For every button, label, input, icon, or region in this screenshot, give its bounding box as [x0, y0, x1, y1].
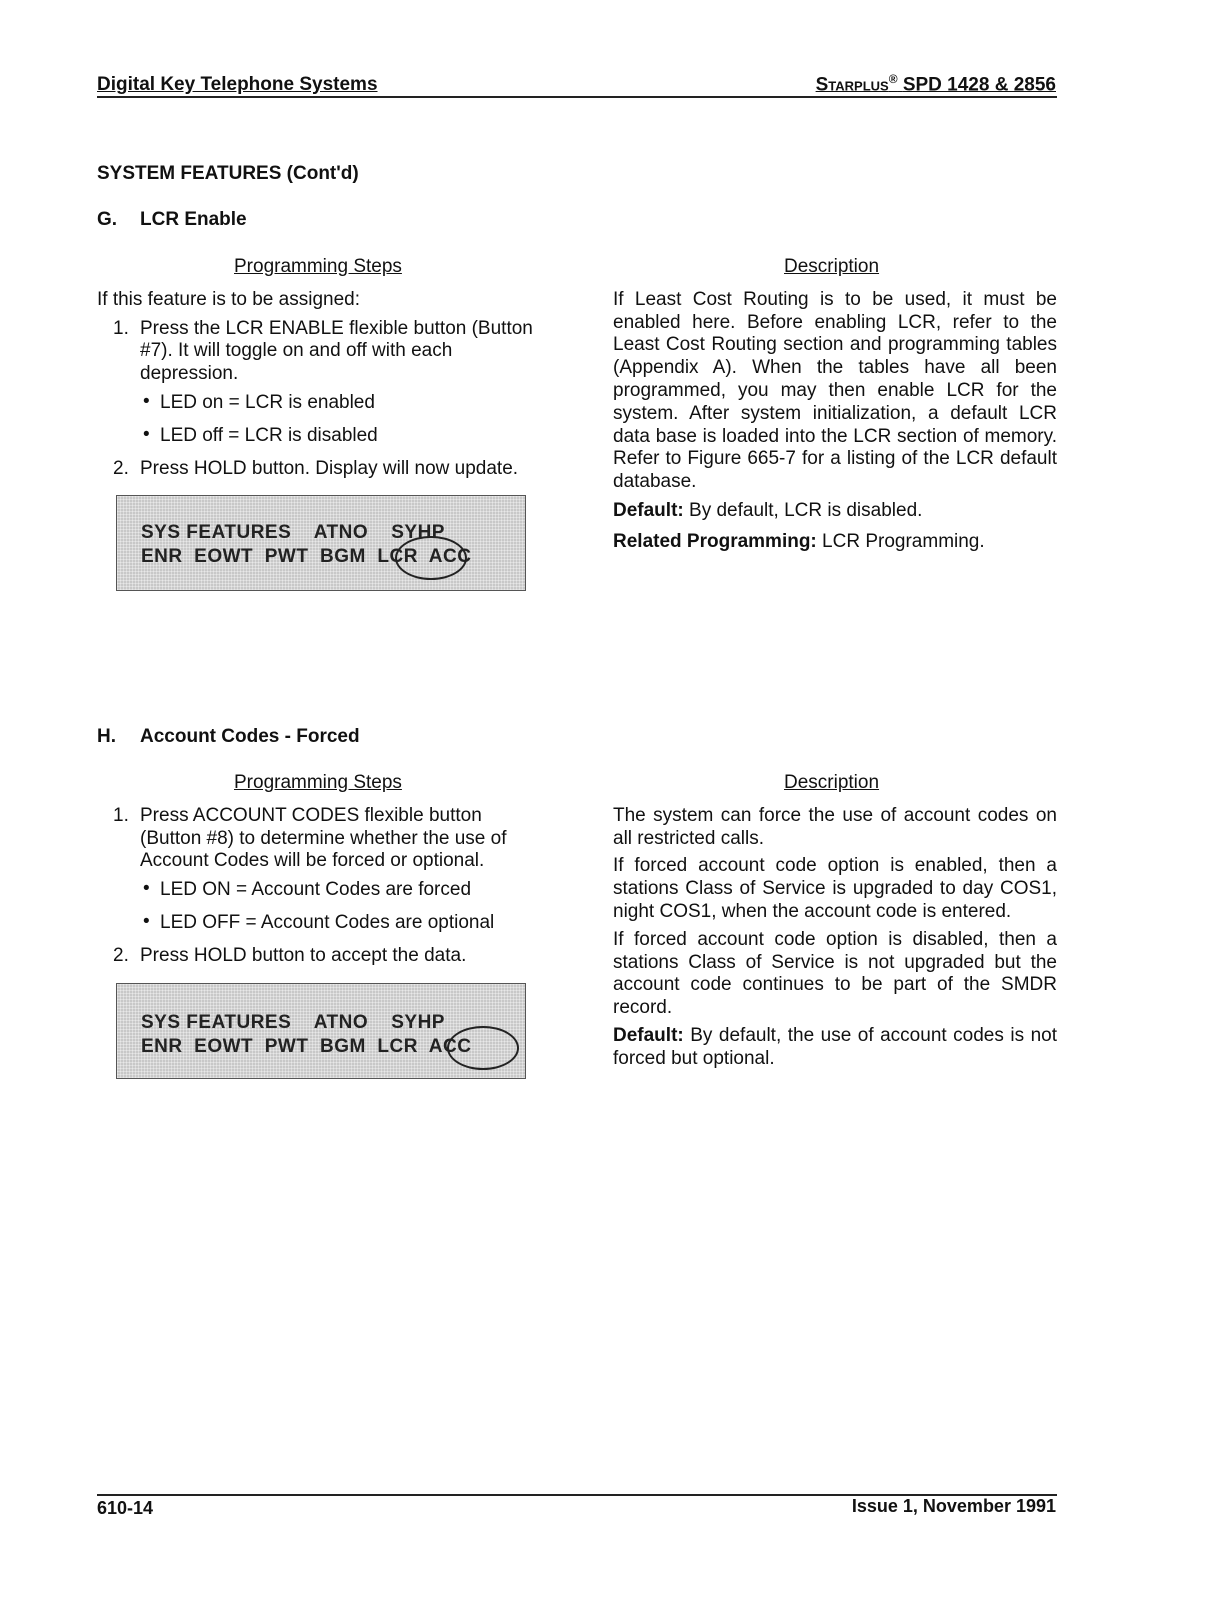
default-text: By default, LCR is disabled.	[689, 499, 923, 521]
lcd-line-1: SYS FEATURES ATNO SYHP	[141, 522, 445, 543]
step-item	[97, 318, 547, 448]
step-number: 2.	[113, 457, 129, 479]
lcd-line-2: ENR EOWT PWT BGM LCR ACC	[141, 546, 472, 567]
description-paragraph: If forced account code option is enabled, then a stations Class of Service is upgraded to day COS1, night COS1, when the account code is entered.	[613, 855, 1057, 922]
acc-highlight-circle	[447, 1026, 519, 1070]
default-line	[613, 1025, 1057, 1071]
feature-h-programming-steps	[97, 772, 547, 972]
feature-g-programming-steps	[97, 256, 547, 484]
related-programming-text: LCR Programming.	[822, 530, 985, 552]
description-heading: Description	[784, 256, 880, 277]
led-states	[140, 879, 547, 935]
description-heading: Description	[784, 772, 880, 793]
description-paragraph: If forced account code option is disabled, then a stations Class of Service is not upgraded but the account code continues to be part of the SMDR record.	[613, 928, 1057, 1019]
lcd-display-h	[116, 983, 526, 1079]
programming-steps-heading: Programming Steps	[234, 256, 402, 277]
led-on-state: • LED ON = Account Codes are forced	[140, 879, 547, 902]
model-numbers: SPD 1428 & 2856	[902, 74, 1056, 96]
description-text: If Least Cost Routing is to be used, it must be enabled here. Before enabling LCR, refer to the Least Cost Routing section and programming tables (Appendix A). When the tables have all been programmed, you may then enable LCR for the system. After system initialization, a default LCR data base is loaded into the LCR section of memory. Refer to Figure 665-7 for a listing of the LCR default database.	[613, 288, 1057, 493]
step-text: Press the LCR ENABLE flexible button (Button #7). It will toggle on and off with each depression.	[140, 317, 533, 385]
registered-mark: ®	[888, 72, 898, 86]
lcr-highlight-circle	[395, 536, 467, 580]
page-number: 610-14	[97, 1498, 154, 1518]
step-item	[97, 945, 547, 968]
step-text: Press ACCOUNT CODES flexible button (Button #8) to determine whether the use of Account Codes will be forced or optional.	[140, 804, 507, 872]
header-rule	[97, 96, 1057, 98]
feature-g-heading	[97, 209, 247, 232]
running-header-product	[816, 72, 1056, 97]
feature-g-title: LCR Enable	[140, 209, 247, 230]
led-off-state: • LED OFF = Account Codes are optional	[140, 912, 547, 935]
default-text: By default, the use of account codes is not forced but optional.	[613, 1024, 1057, 1069]
steps-list	[97, 318, 547, 481]
lcd-display-g	[116, 495, 526, 591]
step-item	[97, 805, 547, 935]
step-number: 1.	[113, 317, 129, 339]
default-label: Default:	[613, 1024, 684, 1046]
steps-list	[97, 805, 547, 968]
lcd-line-2: ENR EOWT PWT BGM LCR ACC	[141, 1036, 472, 1057]
steps-intro: If this feature is to be assigned:	[97, 288, 360, 310]
led-off-state: • LED off = LCR is disabled	[140, 425, 547, 448]
programming-steps-heading: Programming Steps	[234, 772, 402, 793]
issue-date: Issue 1, November 1991	[851, 1496, 1056, 1516]
led-states	[140, 392, 547, 448]
related-programming-line	[613, 531, 1057, 554]
step-number: 1.	[113, 804, 129, 826]
related-programming-label: Related Programming:	[613, 530, 817, 552]
section-title: SYSTEM FEATURES (Cont'd)	[97, 163, 359, 184]
feature-h-heading	[97, 726, 360, 749]
step-text: Press HOLD button to accept the data.	[140, 944, 467, 966]
feature-h-description	[613, 772, 1057, 1076]
feature-g-description	[613, 256, 1057, 559]
step-item	[97, 458, 547, 481]
default-line	[613, 500, 1057, 523]
default-label: Default:	[613, 499, 684, 521]
lcd-line-1: SYS FEATURES ATNO SYHP	[141, 1012, 445, 1033]
feature-g-letter: G.	[97, 209, 118, 230]
step-text: Press HOLD button. Display will now update.	[140, 457, 519, 479]
led-on-state: • LED on = LCR is enabled	[140, 392, 547, 415]
brand-name: Starplus	[815, 74, 889, 96]
description-paragraph: The system can force the use of account codes on all restricted calls.	[613, 804, 1057, 849]
step-number: 2.	[113, 944, 129, 966]
running-header-title: Digital Key Telephone Systems	[97, 74, 378, 95]
feature-h-letter: H.	[97, 726, 116, 747]
feature-h-title: Account Codes - Forced	[140, 726, 360, 747]
